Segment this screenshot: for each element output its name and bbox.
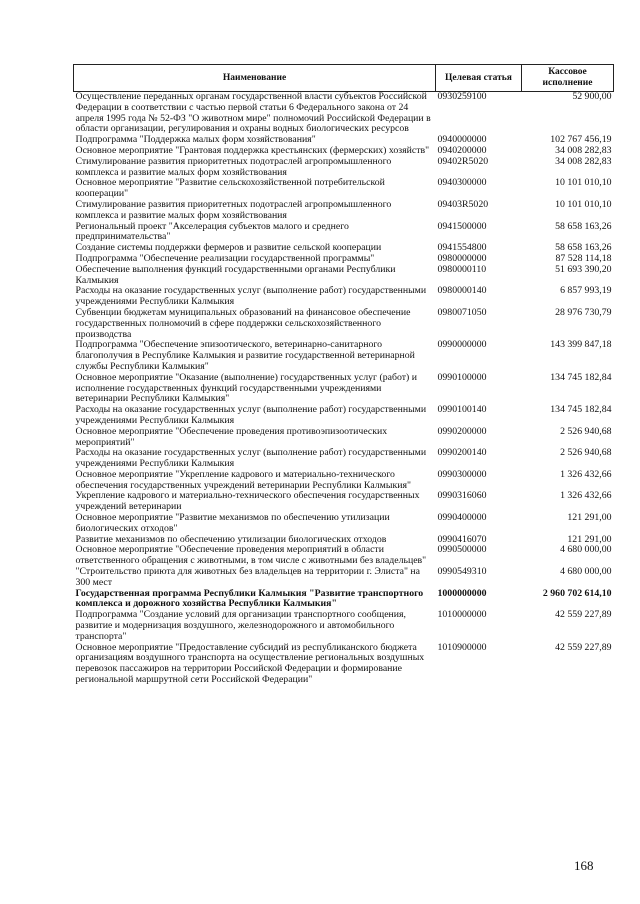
table-row (74, 265, 614, 287)
cell-name: Создание системы поддержки фермеров и развитие сельской кооперации (75, 242, 382, 254)
cell-target-article: 1010000000 (437, 609, 487, 621)
cell-target-article: 1000000000 (437, 587, 487, 599)
cell-target-article: 0990000000 (437, 339, 487, 351)
table-row (74, 545, 614, 567)
cell-target-article: 0940000000 (437, 134, 487, 146)
cell-cash-execution: 134 745 182,84 (550, 371, 612, 383)
cell-target-article: 0941500000 (437, 220, 487, 232)
table-row (74, 448, 614, 470)
cell-target-article: 1010900000 (437, 641, 487, 653)
cell-target-article: 0980000000 (437, 252, 487, 264)
cell-cash-execution: 51 693 390,20 (555, 263, 612, 275)
cell-name: Субвенции бюджетам муниципальных образований на финансовое обеспечение государственных полномочий в сфере поддержки сельскохозяйственного производства (75, 306, 411, 340)
cell-cash-execution: 121 291,00 (567, 512, 612, 524)
cell-target-article: 0980000110 (437, 263, 487, 275)
header-target-article: Целевая статья (436, 65, 522, 92)
cell-cash-execution: 102 767 456,19 (550, 134, 612, 146)
cell-name: Расходы на оказание государственных услуг (выполнение работ) государственными учреждениями Республики Калмыкия (75, 447, 427, 470)
cell-target-article: 0990200140 (437, 447, 487, 459)
cell-name: Региональный проект "Акселерация субъектов малого и среднего предпринимательства" (75, 220, 349, 243)
table-row (74, 405, 614, 427)
cell-cash-execution: 2 960 702 614,10 (542, 587, 612, 599)
cell-cash-execution: 10 101 010,10 (555, 198, 612, 210)
table-row (74, 222, 614, 244)
cell-name: Расходы на оказание государственных услуг (выполнение работ) государственными учреждениями Республики Калмыкия (75, 285, 427, 308)
cell-cash-execution: 52 900,00 (572, 91, 612, 102)
table-body (74, 92, 614, 686)
budget-table (73, 64, 614, 686)
cell-target-article: 09402R5020 (437, 155, 489, 167)
cell-cash-execution: 28 976 730,79 (555, 306, 612, 318)
cell-name: Осуществление переданных органам государственной власти субъектов Российской Федерации в соответствии с частью первой статьи 6 Федерального закона от 24 апреля 1995 года № 52-ФЗ "О животном мире" полномочий Российской Федерации в области организации, регулирования и охраны водных биологических ресурсов (75, 91, 431, 135)
table-row (74, 643, 614, 686)
table-row (74, 567, 614, 589)
cell-cash-execution: 10 101 010,10 (555, 177, 612, 189)
cell-name: Стимулирование развития приоритетных подотраслей агропромышленного комплекса и развитие малых форм хозяйствования (75, 198, 392, 221)
table-row (74, 373, 614, 405)
cell-name: Подпрограмма "Обеспечение эпизоотического, ветеринарно-санитарного благополучия в Республике Калмыкия и развитие государственной ветеринарной службы Республики Калмыкия" (75, 339, 415, 372)
cell-name: "Строительство приюта для животных без владельцев на территории г. Элиста" на 300 мест (75, 566, 421, 588)
cell-target-article: 0990316060 (437, 490, 487, 502)
cell-target-article: 0990549310 (437, 566, 487, 578)
cell-target-article: 0990100140 (437, 404, 487, 416)
table-row (74, 610, 614, 642)
cell-name: Основное мероприятие "Обеспечение проведения мероприятий в области ответственного обращения с животными, в том числе с животными без владельцев" (75, 544, 427, 567)
cell-target-article: 0941554800 (437, 242, 487, 254)
cell-cash-execution: 2 526 940,68 (560, 447, 612, 459)
cell-name: Основное мероприятие "Развитие механизмов по обеспечению утилизации биологических отходов" (75, 512, 390, 534)
table-row (74, 513, 614, 535)
header-name: Наименование (74, 65, 436, 92)
cell-name: Основное мероприятие "Оказание (выполнение) государственных услуг (работ) и исполнение государственных функций государственными учреждениями ветеринарии Республики Калмыкия" (75, 371, 417, 405)
cell-target-article: 0990100000 (437, 371, 487, 383)
cell-target-article: 0980071050 (437, 306, 487, 318)
cell-name: Основное мероприятие "Грантовая поддержка крестьянских (фермерских) хозяйств" (75, 144, 430, 156)
cell-target-article: 0990400000 (437, 512, 487, 524)
cell-target-article: 0990500000 (437, 544, 487, 556)
table-row (74, 427, 614, 449)
cell-target-article: 09403R5020 (437, 198, 489, 210)
cell-target-article: 0990300000 (437, 468, 487, 480)
cell-cash-execution: 34 008 282,83 (555, 155, 612, 167)
cell-cash-execution: 34 008 282,83 (555, 144, 612, 156)
table-row (74, 178, 614, 200)
cell-cash-execution: 121 291,00 (567, 533, 612, 545)
cell-target-article: 0980000140 (437, 285, 487, 297)
cell-cash-execution: 1 326 432,66 (560, 468, 612, 480)
cell-cash-execution: 2 526 940,68 (560, 425, 612, 437)
table-row (74, 470, 614, 492)
cell-name: Развитие механизмов по обеспечению утилизации биологических отходов (75, 533, 387, 545)
cell-name: Основное мероприятие "Обеспечение проведения противоэпизоотических мероприятий" (75, 425, 388, 448)
cell-name: Укрепление кадрового и материально-технического обеспечения государственных учреждений ветеринарии (75, 490, 420, 513)
cell-name: Основное мероприятие "Предоставление субсидий из республиканского бюджета организациям воздушного транспорта на осуществление региональных воздушных перевозок пассажиров на территории Российской Федерации и формирование региональной маршрутной сети Российской Федерации" (75, 641, 425, 686)
table-row (74, 340, 614, 372)
cell-name: Подпрограмма "Поддержка малых форм хозяйствования" (75, 134, 316, 146)
header-cash-execution: Кассовое исполнение (522, 65, 614, 92)
cell-cash-execution: 42 559 227,89 (555, 641, 612, 653)
cell-name: Подпрограмма "Обеспечение реализации государственной программы" (75, 252, 375, 264)
cell-cash-execution: 4 680 000,00 (560, 544, 612, 556)
cell-cash-execution: 4 680 000,00 (560, 566, 612, 578)
cell-cash-execution: 42 559 227,89 (555, 609, 612, 621)
cell-target-article: 0990416070 (437, 533, 487, 545)
cell-name: Обеспечение выполнения функций государственными органами Республики Калмыкия (75, 263, 396, 286)
table-row (74, 200, 614, 222)
cell-cash-execution: 87 528 114,18 (555, 252, 612, 264)
cell-target-article: 0930259100 (437, 91, 487, 102)
cell-cash-execution: 58 658 163,26 (555, 242, 612, 254)
table-row (74, 92, 614, 136)
cell-cash-execution: 143 399 847,18 (550, 339, 612, 351)
cell-cash-execution: 1 326 432,66 (560, 490, 612, 502)
cell-target-article: 0940300000 (437, 177, 487, 189)
table-row (74, 589, 614, 611)
cell-name: Расходы на оказание государственных услуг (выполнение работ) государственными учреждениями Республики Калмыкия (75, 404, 427, 426)
table-row (74, 157, 614, 179)
cell-name: Стимулирование развития приоритетных подотраслей агропромышленного комплекса и развитие малых форм хозяйствования (75, 155, 392, 178)
cell-name: Государственная программа Республики Калмыкия "Развитие транспортного комплекса и дорожного хозяйства Республики Калмыкия" (75, 587, 424, 610)
cell-cash-execution: 6 857 993,19 (560, 285, 612, 297)
page-number: 168 (574, 858, 594, 873)
cell-target-article: 0940200000 (437, 144, 487, 156)
cell-target-article: 0990200000 (437, 425, 487, 437)
cell-name: Подпрограмма "Создание условий для организации транспортного сообщения, развитие и модернизация воздушного, железнодорожного и автомобильного транспорта" (75, 609, 406, 642)
table-header-row (74, 65, 614, 92)
table-row (74, 308, 614, 340)
cell-cash-execution: 58 658 163,26 (555, 220, 612, 232)
table-row (74, 286, 614, 308)
table-row (74, 491, 614, 513)
cell-name: Основное мероприятие "Укрепление кадрового и материально-технического обеспечения государственных учреждений ветеринарии Республики Калмыкия" (75, 468, 411, 491)
cell-name: Основное мероприятие "Развитие сельскохозяйственной потребительской кооперации" (75, 177, 385, 200)
cell-cash-execution: 134 745 182,84 (550, 404, 612, 416)
